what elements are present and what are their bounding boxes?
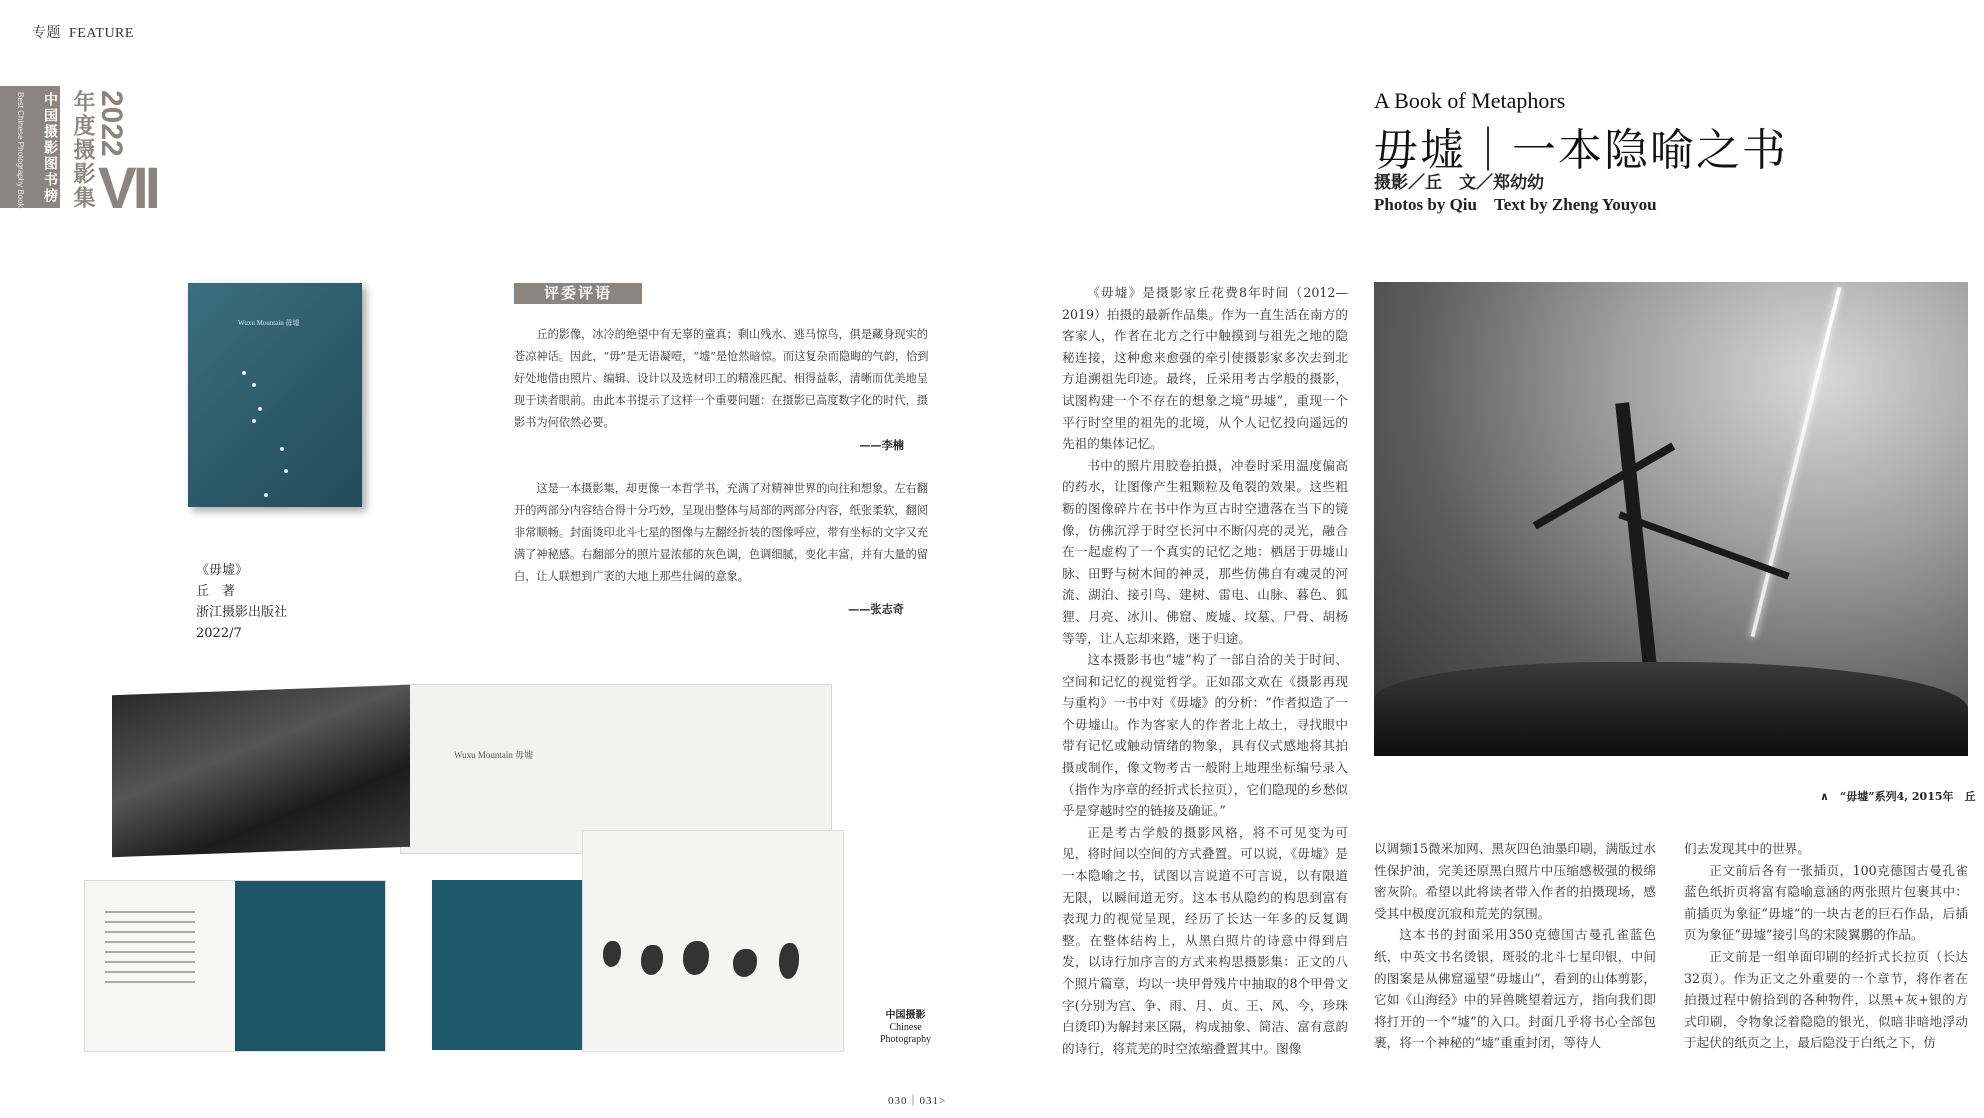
critic-sign-1: ——李楠	[859, 438, 904, 452]
book-cover-image	[188, 283, 362, 507]
body-paragraph: 正文前是一组单面印刷的经折式长拉页（长达32页）。作为正文之外重要的一个章节，将作者在拍摄过程中俯拾到的各种物件，以黑+灰+银的方式印刷，令物象泛着隐隐的银光，似暗非暗地浮动于起伏的纸页之上，最后隐没于白纸之下，仿	[1684, 948, 1968, 1051]
book-cover-title: Wuxu Mountain 毋墟	[238, 319, 300, 327]
photo-caption: ∧ “毋墟”系列4, 2015年 丘	[1820, 790, 1976, 803]
body-column-2	[1374, 838, 1656, 1054]
artifact-shape	[779, 943, 799, 979]
critic-sign-2: ——张志奇	[848, 602, 904, 616]
logo-en-2: Photography	[880, 1034, 932, 1045]
critic-tag: 评委评语	[514, 283, 642, 304]
critic-review-2: 这是一本摄影集，却更像一本哲学书，充满了对精神世界的向往和想象。左右翻开的两部分内容结合得十分巧妙，呈现出整体与局部的两部分内容，纸张柔软，翻阅非常顺畅。封面烫印北斗七星的图像与左翻经折装的图像呼应，带有坐标的文字又充满了神秘感。右翻部分的照片显浓郁的灰色调，色调细腻，变化丰富，并有大量的留白，让人联想到广袤的大地上那些壮阔的意象。	[514, 482, 928, 583]
book-publisher: 浙江摄影出版社	[196, 605, 288, 620]
inner-pages-image	[84, 880, 386, 1052]
critic-reviews	[514, 324, 934, 620]
byline-en: Photos by Qiu Text by Zheng Youyou	[1374, 195, 1657, 214]
star-icon	[252, 419, 256, 423]
body-paragraph: 正是考古学般的摄影风格，将不可见变为可见，将时间以空间的方式叠置。可以说，《毋墟》是一本隐喻之书，试图以言说道不可言说，以有限道无限，以瞬间道无穷。这本书从隐约的构思到富有表现力的视觉呈现，经历了长达一年多的反复调整。在整体结构上，从黑白照片的诗意中得到启发，以诗行加序言的方式来构思摄影集：正文的八个照片篇章，均以一块甲骨残片中抽取的8个甲骨文字(分别为宫、争、雨、月、贞、王、风、今，珍珠白烫印)为解封来区隔，构成抽象、简洁、富有意韵的诗行，将荒芜的时空浓缩叠置其中。图像	[1062, 824, 1348, 1056]
lightning-bolt	[1751, 287, 1842, 637]
open-book-right-page	[400, 684, 832, 854]
body-paragraph: 这本书的封面采用350克德国古曼孔雀蓝色纸，中英文书名烫银，斑驳的北斗七星印银，中间的图案是从佛窟遥望“毋墟山”，看到的山体剪影，它如《山海经》中的异兽眺望着远方，指向我们即将打开的一个“墟”的入口。封面几乎将书心全部包裹，将一个神秘的“墟”重重封闭，等待人	[1374, 927, 1656, 1051]
star-icon	[264, 493, 268, 497]
artifact-shape	[733, 949, 757, 977]
logo-zh: 中国摄影	[885, 1010, 926, 1021]
body-column-1	[1062, 282, 1348, 1059]
star-icon	[252, 383, 256, 387]
foldout-pages-image	[582, 830, 844, 1052]
page-numbers: 030｜031>	[888, 1095, 947, 1107]
body-paragraph: 这本摄影书也“墟”构了一部自洽的关于时间、空间和记忆的视觉哲学。正如邵文欢在《摄影再现与重构》一书中对《毋墟》的分析：“作者拟造了一个毋墟山。作为客家人的作者北上故土，寻找眼中带有记忆或触动情绪的物象，具有仪式感地将其拍摄或制作，像文物考古一般附上地理坐标编号录入（指作为序章的经折式长拉页），它们隐现的乡愁似乎是穿越时空的链接及确证。”	[1062, 652, 1348, 819]
star-icon	[280, 447, 284, 451]
book-date: 2022/7	[196, 626, 242, 641]
running-head	[32, 22, 134, 42]
body-column-3	[1684, 838, 1968, 1054]
book-author: 丘 著	[196, 584, 236, 599]
badge-title-vertical-en: Best Chinese Photography Books	[16, 92, 25, 212]
star-icon	[242, 371, 246, 375]
running-head-zh: 专题	[32, 25, 61, 41]
body-paragraph: 们去发现其中的世界。	[1684, 841, 1810, 856]
badge-collection: 年度摄影集	[70, 90, 96, 210]
byline-zh: 摄影／丘 文／郑幼幼	[1374, 173, 1544, 193]
logo-en-1: Chinese	[889, 1022, 922, 1033]
open-book-left-page-image	[112, 685, 410, 857]
badge-year: 2022	[95, 90, 128, 157]
book-info	[196, 560, 287, 644]
lightning-tree-photo	[1374, 282, 1968, 756]
chinese-photography-logo	[880, 1010, 931, 1046]
body-paragraph: 《毋墟》是摄影家丘花费8年时间（2012—2019）拍摄的最新作品集。作为一直生活在南方的客家人，作者在北方之行中触摸到与祖先之地的隐秘连接，这种愈来愈强的牵引使摄影家多次去到北方追溯祖先印迹。最终，丘采用考古学般的摄影，试图构建一个不存在的想象之境“毋墟”，重现一个平行时空里的祖先的北境，从个人记忆投向遥远的先祖的集体记忆。	[1062, 285, 1348, 452]
body-paragraph: 以调频15微米加网、黑灰四色油墨印刷，满版过水性保护油，完美还原黑白照片中压缩感极强的极绵密灰阶。希望以此将读者带入作者的拍摄现场，感受其中极度沉寂和荒芜的氛围。	[1374, 841, 1656, 921]
badge-title-vertical: 中国摄影图书榜	[42, 92, 58, 204]
body-paragraph: 正文前后各有一张插页，100克德国古曼孔雀蓝色纸折页将富有隐喻意涵的两张照片包裹其中：前插页为象征“毋墟”的一块古老的巨石作品，后插页为象征“毋墟”接引鸟的宋陵翼鹏的作品。	[1684, 862, 1968, 943]
star-icon	[284, 469, 288, 473]
article-title-en: A Book of Metaphors	[1374, 88, 1566, 113]
artifact-shape	[683, 941, 709, 975]
running-head-en: FEATURE	[69, 26, 134, 41]
book-title: 《毋墟》	[196, 563, 249, 578]
foldout-cover-image	[432, 880, 582, 1050]
tree-canopy	[1374, 662, 1968, 756]
artifact-shape	[603, 941, 621, 967]
article-title-zh: 毋墟｜一本隐喻之书	[1374, 125, 1788, 176]
star-icon	[258, 407, 262, 411]
spread-title-mark: Wuxu Mountain 毋墟	[454, 750, 534, 760]
badge-roman: VII	[98, 156, 157, 221]
artifact-shape	[641, 945, 663, 975]
tree-branch	[1533, 443, 1676, 530]
critic-review-1: 丘的影像，冰冷的绝望中有无辜的童真；剩山残水、逃马惊鸟，俱是藏身现实的苍凉神话。因此，“毋”是无语凝噎，“墟”是怆然暗惊。而这复杂而隐晦的气韵，恰到好处地借由照片、编辑、设计以及选材印工的精准匹配、相得益彰，清晰而优美地呈现于读者眼前。由此本书提示了这样一个重要问题：在摄影已高度数字化的时代，摄影书为何依然必要。	[514, 328, 929, 429]
body-paragraph: 书中的照片用胶卷拍摄，冲卷时采用温度偏高的药水，让图像产生粗颗粒及龟裂的效果。这些粗粝的图像碎片在书中作为亘古时空遗落在当下的镜像，仿佛沉浮于时空长河中不断闪亮的灵光，融合在一起虚构了一个真实的记忆之地：栖居于毋墟山脉、田野与树木间的神灵，那些仿佛自有魂灵的河流、湖泊、接引鸟、建树、雷电、山脉、暮色、狐狸、月亮、冰川、佛窟、废墟、坟墓、尸骨、胡杨等等，让人忘却来路，迷于归途。	[1062, 457, 1348, 646]
